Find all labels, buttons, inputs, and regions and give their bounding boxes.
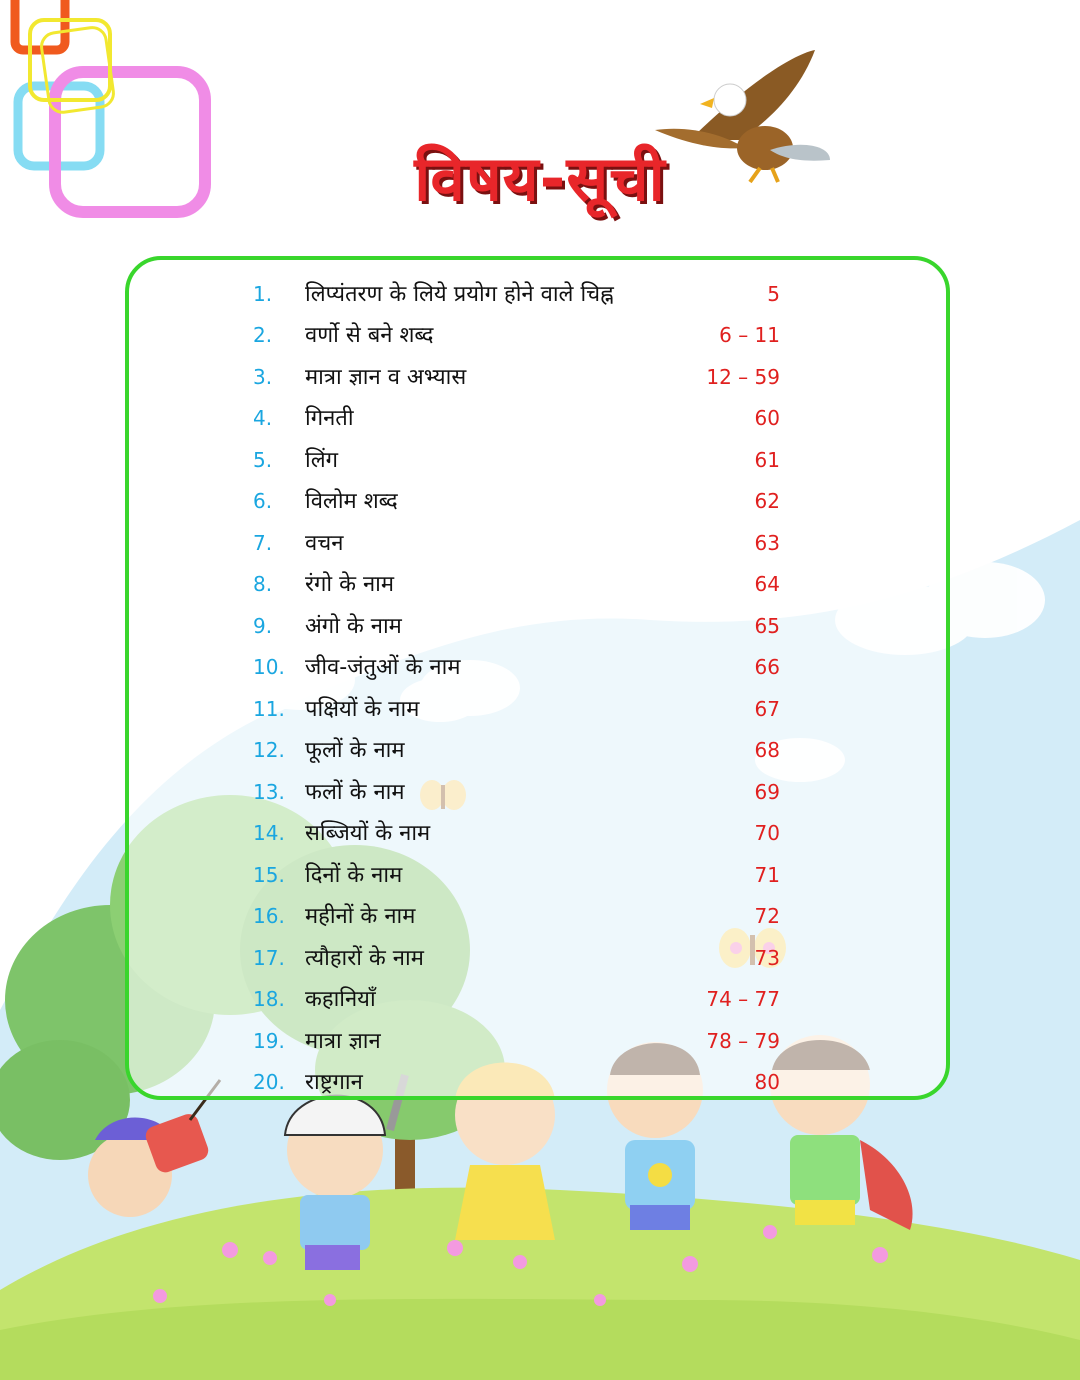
page-title: विषय-सूची [414,142,666,215]
toc-number: 7. [253,531,273,555]
toc-number: 6. [253,489,273,513]
toc-page: 68 [754,738,780,762]
toc-list [129,260,946,1096]
toc-title: अंगो के नाम [305,614,402,639]
toc-title: मात्रा ज्ञान [305,1029,381,1054]
toc-row[interactable] [129,772,946,813]
toc-row[interactable] [129,564,946,605]
toc-page: 70 [754,821,780,845]
toc-page: 78 – 79 [706,1029,780,1053]
toc-number: 12. [253,738,285,762]
toc-number: 3. [253,365,273,389]
toc-title: जीव-जंतुओं के नाम [305,655,461,680]
toc-row[interactable] [129,896,946,937]
toc-number: 13. [253,780,285,804]
toc-page: 12 – 59 [706,365,780,389]
toc-title: दिनों के नाम [305,863,403,888]
toc-number: 11. [253,697,285,721]
toc-number: 20. [253,1070,285,1094]
toc-title: फूलों के नाम [305,738,405,763]
toc-row[interactable] [129,647,946,688]
toc-number: 10. [253,655,285,679]
toc-page: 66 [754,655,780,679]
toc-number: 14. [253,821,285,845]
toc-number: 15. [253,863,285,887]
toc-number: 9. [253,614,273,638]
toc-row[interactable] [129,398,946,439]
toc-number: 1. [253,282,273,306]
toc-row[interactable] [129,357,946,398]
toc-title: पक्षियों के नाम [305,697,420,722]
toc-page: 62 [754,489,780,513]
toc-row[interactable] [129,523,946,564]
toc-row[interactable] [129,274,946,315]
toc-row[interactable] [129,440,946,481]
toc-number: 16. [253,904,285,928]
toc-row[interactable] [129,315,946,356]
toc-number: 18. [253,987,285,1011]
toc-page: 60 [754,406,780,430]
toc-row[interactable] [129,979,946,1020]
toc-number: 4. [253,406,273,430]
toc-row[interactable] [129,606,946,647]
toc-title: रंगो के नाम [305,572,395,597]
toc-row[interactable] [129,938,946,979]
toc-page: 65 [754,614,780,638]
toc-title: कहानियाँ [305,987,376,1012]
toc-title: गिनती [305,406,354,431]
toc-page: 6 – 11 [719,323,780,347]
toc-number: 2. [253,323,273,347]
toc-page: 73 [754,946,780,970]
toc-title: विलोम शब्द [305,489,398,514]
toc-page: 63 [754,531,780,555]
toc-number: 5. [253,448,273,472]
toc-title: मात्रा ज्ञान व अभ्यास [305,365,467,390]
toc-row[interactable] [129,1062,946,1103]
toc-page: 71 [754,863,780,887]
toc-page: 61 [754,448,780,472]
toc-page: 74 – 77 [706,987,780,1011]
toc-page: 67 [754,697,780,721]
toc-number: 19. [253,1029,285,1053]
toc-title: फलों के नाम [305,780,405,805]
toc-row[interactable] [129,1021,946,1062]
toc-title: वर्णो से बने शब्द [305,323,434,348]
toc-page: 5 [767,282,780,306]
toc-row[interactable] [129,481,946,522]
toc-title: लिंग [305,448,339,473]
toc-number: 8. [253,572,273,596]
toc-box [125,256,950,1100]
toc-page: 64 [754,572,780,596]
toc-page: 80 [754,1070,780,1094]
toc-title: वचन [305,531,344,556]
toc-title: त्यौहारों के नाम [305,946,424,971]
toc-number: 17. [253,946,285,970]
toc-page: 72 [754,904,780,928]
toc-row[interactable] [129,730,946,771]
toc-row[interactable] [129,813,946,854]
toc-title: राष्ट्रगान [305,1070,363,1095]
toc-title: महीनों के नाम [305,904,416,929]
toc-title: सब्जियों के नाम [305,821,431,846]
toc-row[interactable] [129,855,946,896]
toc-page: 69 [754,780,780,804]
toc-row[interactable] [129,689,946,730]
toc-title: लिप्यंतरण के लिये प्रयोग होने वाले चिह्न [305,282,614,307]
